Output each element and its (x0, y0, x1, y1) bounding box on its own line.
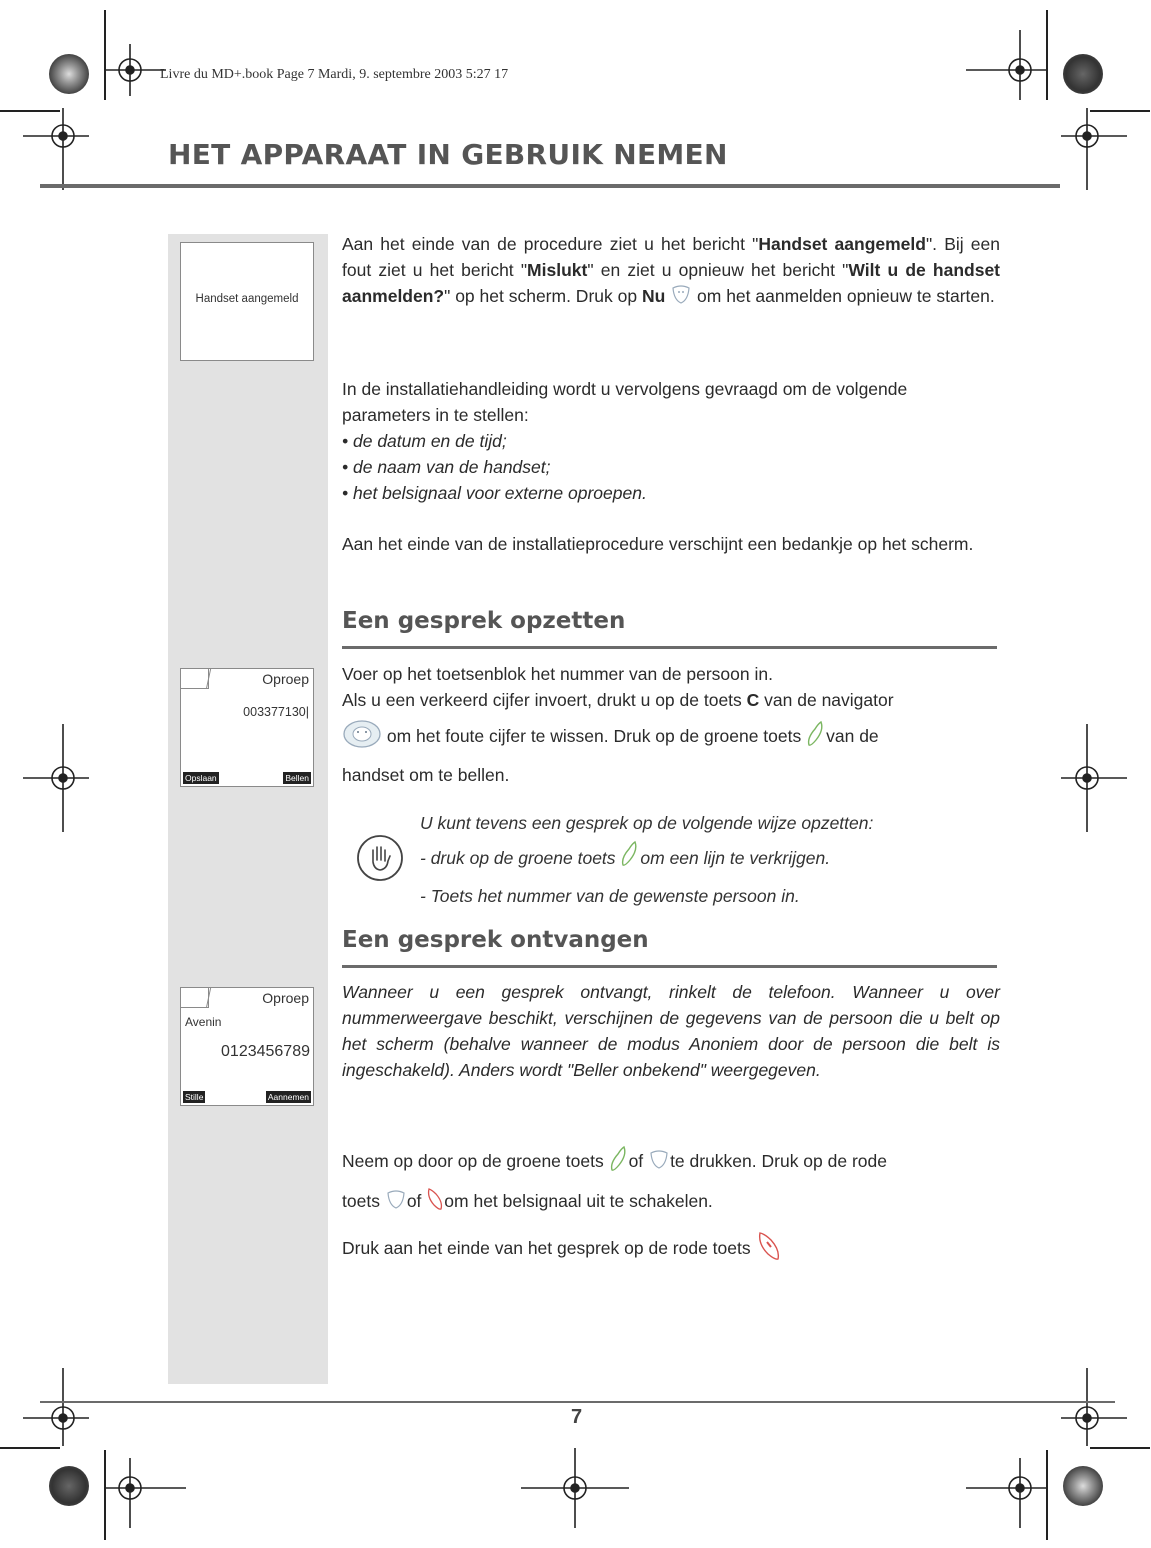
softkey-left: Opslaan (185, 773, 217, 783)
section-rule (342, 646, 997, 649)
text: of (628, 1151, 644, 1172)
receive-paragraph-3 (342, 1187, 1000, 1218)
color-target-icon (49, 54, 89, 94)
navigator-icon (342, 719, 382, 756)
text: of (406, 1191, 422, 1212)
bold-text: C (746, 690, 760, 710)
green-key-icon (620, 840, 640, 879)
text: Neem op door op de groene toets (342, 1151, 609, 1172)
softkey-right: Bellen (285, 773, 309, 783)
text: " en ziet u opnieuw het bericht " (587, 260, 849, 280)
text: Aan het einde van de procedure ziet u het bericht " (342, 234, 759, 254)
text: om het belsignaal uit te schakelen. (444, 1191, 713, 1212)
red-key-icon (426, 1187, 444, 1218)
softkey-left: Stille (185, 1092, 204, 1102)
page-number: 7 (571, 1406, 583, 1428)
text: om het aanmelden opnieuw te starten. (692, 286, 995, 307)
screen-title: Oproep (262, 990, 309, 1006)
text: Voer op het toetsenblok het nummer van de persoon in. (342, 664, 773, 684)
handset-screen-calling (180, 668, 314, 787)
text: handset om te bellen. (342, 765, 510, 785)
text: Druk aan het einde van het gesprek op de rode toets (342, 1238, 751, 1259)
screen-message: Handset aangemeld (195, 293, 299, 305)
chapter-rule (40, 184, 1060, 188)
note-line: om een lijn te verkrijgen. (640, 848, 831, 869)
softkey-icon (385, 1188, 407, 1217)
print-header: Livre du MD+.book Page 7 Mardi, 9. septembre 2003 5:27 17 (160, 67, 509, 82)
sidebar-panel (168, 234, 328, 1384)
softkey-right: Aannemen (267, 1092, 309, 1102)
note-line: U kunt tevens een gesprek op de volgende wijze opzetten: (420, 813, 874, 833)
softkey-icon (670, 283, 692, 312)
caller-name: Avenin (185, 1015, 222, 1029)
handset-screen-incoming (180, 987, 314, 1106)
text: om het foute cijfer te wissen. Druk op de groene toets (382, 726, 807, 747)
bold-text: Mislukt (527, 260, 588, 280)
receive-paragraph-2 (342, 1145, 1000, 1180)
receive-paragraph-1: Wanneer u een gesprek ontvangt, rinkelt de telefoon. Wanneer u over nummerweergave beschikt, verschijnen de gegevens van de persoon die u belt op het scherm (behalve wanneer de modus Anoniem door de persoon die belt is ingeschakeld). Anders wordt "Beller onbekend" weergegeven. (342, 982, 1000, 1080)
color-target-icon (1063, 1466, 1103, 1506)
receive-paragraph-4 (342, 1230, 1000, 1269)
text: ". Bij een fout ziet u het bericht " (342, 234, 1000, 280)
red-key-icon (756, 1230, 782, 1269)
section-heading-receive: Een gesprek ontvangen (342, 927, 649, 953)
text: In de installatiehandleiding wordt u vervolgens gevraagd om de volgende parameters in te stellen: (342, 379, 908, 425)
intro-paragraph-3: Aan het einde van de installatieprocedure verschijnt een bedankje op het scherm. (342, 534, 974, 554)
text: van de (826, 726, 879, 747)
text: Als u een verkeerd cijfer invoert, drukt u op de toets (342, 690, 747, 710)
text: toets (342, 1191, 385, 1212)
note-block (420, 806, 1000, 913)
section-rule (342, 965, 997, 968)
screen-tab (181, 669, 209, 689)
note-line: - druk op de groene toets (420, 848, 621, 869)
call-paragraph (342, 661, 1000, 788)
chapter-title: HET APPARAAT IN GEBRUIK NEMEN (168, 138, 728, 171)
bottom-rule (40, 1401, 1115, 1403)
screen-tab (181, 988, 209, 1008)
section-heading-call: Een gesprek opzetten (342, 608, 626, 634)
bold-text: Nu (641, 286, 666, 307)
color-target-icon (49, 1466, 89, 1506)
bold-text: Handset aangemeld (758, 234, 926, 254)
list-item: • de datum en de tijd; (342, 431, 507, 451)
color-target-icon (1063, 54, 1103, 94)
list-item: • het belsignaal voor externe oproepen. (342, 483, 647, 503)
intro-paragraph-1 (342, 231, 1000, 312)
note-line: - Toets het nummer van de gewenste persoon in. (420, 886, 800, 906)
parameter-list (342, 428, 1000, 506)
green-key-icon (806, 720, 826, 755)
list-item: • de naam van de handset; (342, 457, 551, 477)
caller-number: 0123456789 (221, 1043, 310, 1060)
text: " op het scherm. Druk op (444, 286, 642, 307)
softkey-icon (648, 1148, 670, 1177)
green-key-icon (609, 1145, 629, 1180)
bold-text: Wilt u de handset aanmelden? (342, 260, 1001, 307)
screen-number: 003377130| (243, 705, 309, 719)
text: van de navigator (759, 690, 894, 710)
screen-title: Oproep (262, 671, 309, 687)
intro-paragraph-2 (342, 376, 1000, 506)
hand-note-icon (356, 834, 404, 882)
text: te drukken. Druk op de rode (670, 1151, 887, 1172)
handset-screen-registered (180, 242, 314, 361)
